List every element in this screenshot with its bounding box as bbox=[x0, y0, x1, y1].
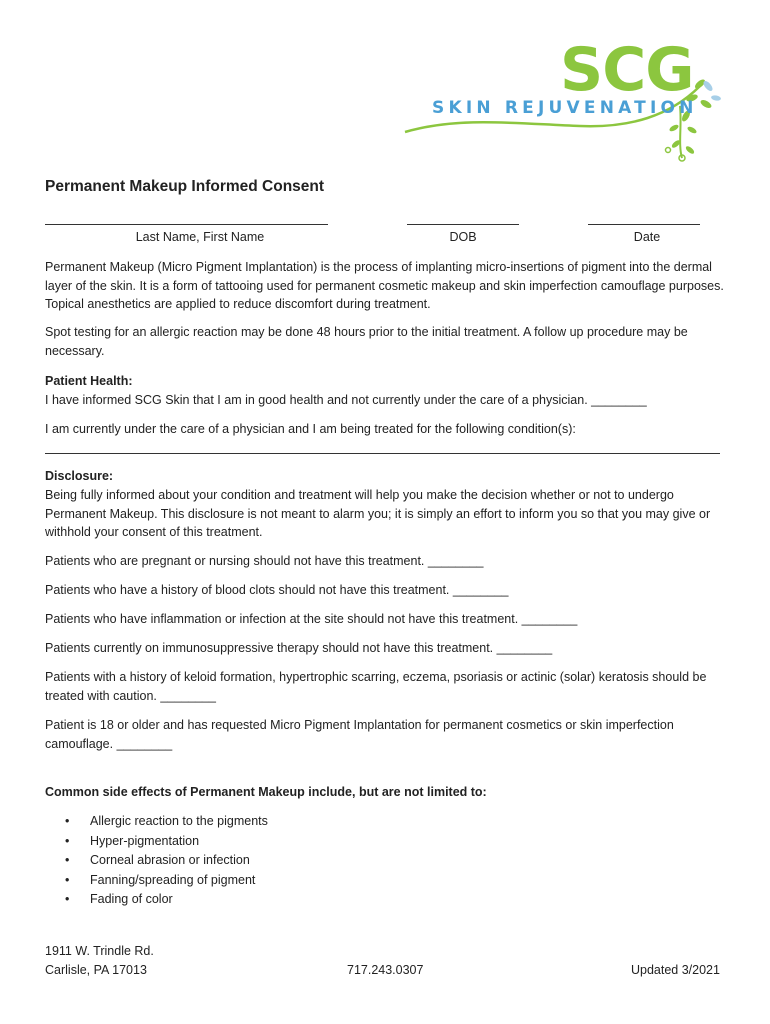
footer-updated: Updated 3/2021 bbox=[631, 963, 720, 977]
spot-test-paragraph: Spot testing for an allergic reaction may be done 48 hours prior to the initial treatment. A follow up procedure may be necessary. bbox=[45, 325, 688, 358]
condition-field-line[interactable] bbox=[45, 453, 720, 454]
logo-subtitle: SKIN REJUVENATION bbox=[432, 98, 698, 118]
disclosure-item: Patients who are pregnant or nursing should not have this treatment. ________ bbox=[45, 554, 484, 568]
list-item: • Corneal abrasion or infection bbox=[45, 851, 268, 871]
side-effects-list bbox=[45, 812, 268, 910]
dob-field-line[interactable] bbox=[407, 224, 519, 225]
intro-paragraph: Permanent Makeup (Micro Pigment Implantation) is the process of implanting micro-insertions of pigment into the dermal layer of the skin. It is a form of tattooing used for permanent cosmetic makeup and skin imperfection camouflage purposes. Topical anesthetics are applied to reduce discomfort during treatment. bbox=[45, 260, 724, 311]
list-item: • Hyper-pigmentation bbox=[45, 832, 268, 852]
disclosure-text: Being fully informed about your condition and treatment will help you make the decision whether or not to undergo Permanent Makeup. This disclosure is not meant to alarm you; it is simply an effort to inform you so that you may give or withhold your consent of this treatment. bbox=[45, 488, 711, 539]
bullet: • bbox=[65, 872, 70, 887]
logo-brand: SCG bbox=[560, 35, 694, 105]
name-label: Last Name, First Name bbox=[135, 230, 265, 244]
bullet: • bbox=[65, 833, 70, 848]
bullet: • bbox=[65, 814, 70, 828]
address-line-1: 1911 W. Trindle Rd. bbox=[45, 944, 154, 958]
health-statement-1: I have informed SCG Skin that I am in good health and not currently under the care of a physician. ________ bbox=[45, 393, 647, 407]
bullet: • bbox=[65, 853, 70, 867]
disclosure-item: Patients who have a history of blood clots should not have this treatment. ________ bbox=[45, 583, 509, 597]
disclosure-item: Patients who have inflammation or infection at the site should not have this treatment. ________ bbox=[45, 612, 578, 626]
footer-phone: 717.243.0307 bbox=[347, 963, 424, 977]
dob-label: DOB bbox=[449, 230, 477, 244]
list-item: • Fanning/spreading of pigment bbox=[45, 871, 268, 891]
date-label: Date bbox=[633, 230, 661, 244]
footer-address bbox=[45, 942, 154, 980]
name-field-line[interactable] bbox=[45, 224, 328, 225]
bullet: • bbox=[65, 892, 70, 906]
health-statement-2: I am currently under the care of a physician and I am being treated for the following condition(s): bbox=[45, 422, 576, 436]
page-title: Permanent Makeup Informed Consent bbox=[45, 178, 325, 195]
address-line-2: Carlisle, PA 17013 bbox=[45, 963, 147, 977]
disclosure-item: Patients currently on immunosuppressive therapy should not have this treatment. ________ bbox=[45, 641, 553, 655]
disclosure-item: Patients with a history of keloid formation, hypertrophic scarring, eczema, psoriasis or actinic (solar) keratosis should be treated with caution. ________ bbox=[45, 670, 707, 703]
disclosure-item: Patient is 18 or older and has requested Micro Pigment Implantation for permanent cosmetics or skin imperfection camouflage. ________ bbox=[45, 718, 674, 751]
list-item: • Fading of color bbox=[45, 890, 268, 910]
patient-health-heading: Patient Health: bbox=[45, 374, 133, 388]
side-effects-heading: Common side effects of Permanent Makeup include, but are not limited to: bbox=[45, 785, 487, 799]
date-field-line[interactable] bbox=[588, 224, 700, 225]
disclosure-heading: Disclosure: bbox=[45, 469, 114, 483]
list-item: • Allergic reaction to the pigments bbox=[45, 812, 268, 832]
